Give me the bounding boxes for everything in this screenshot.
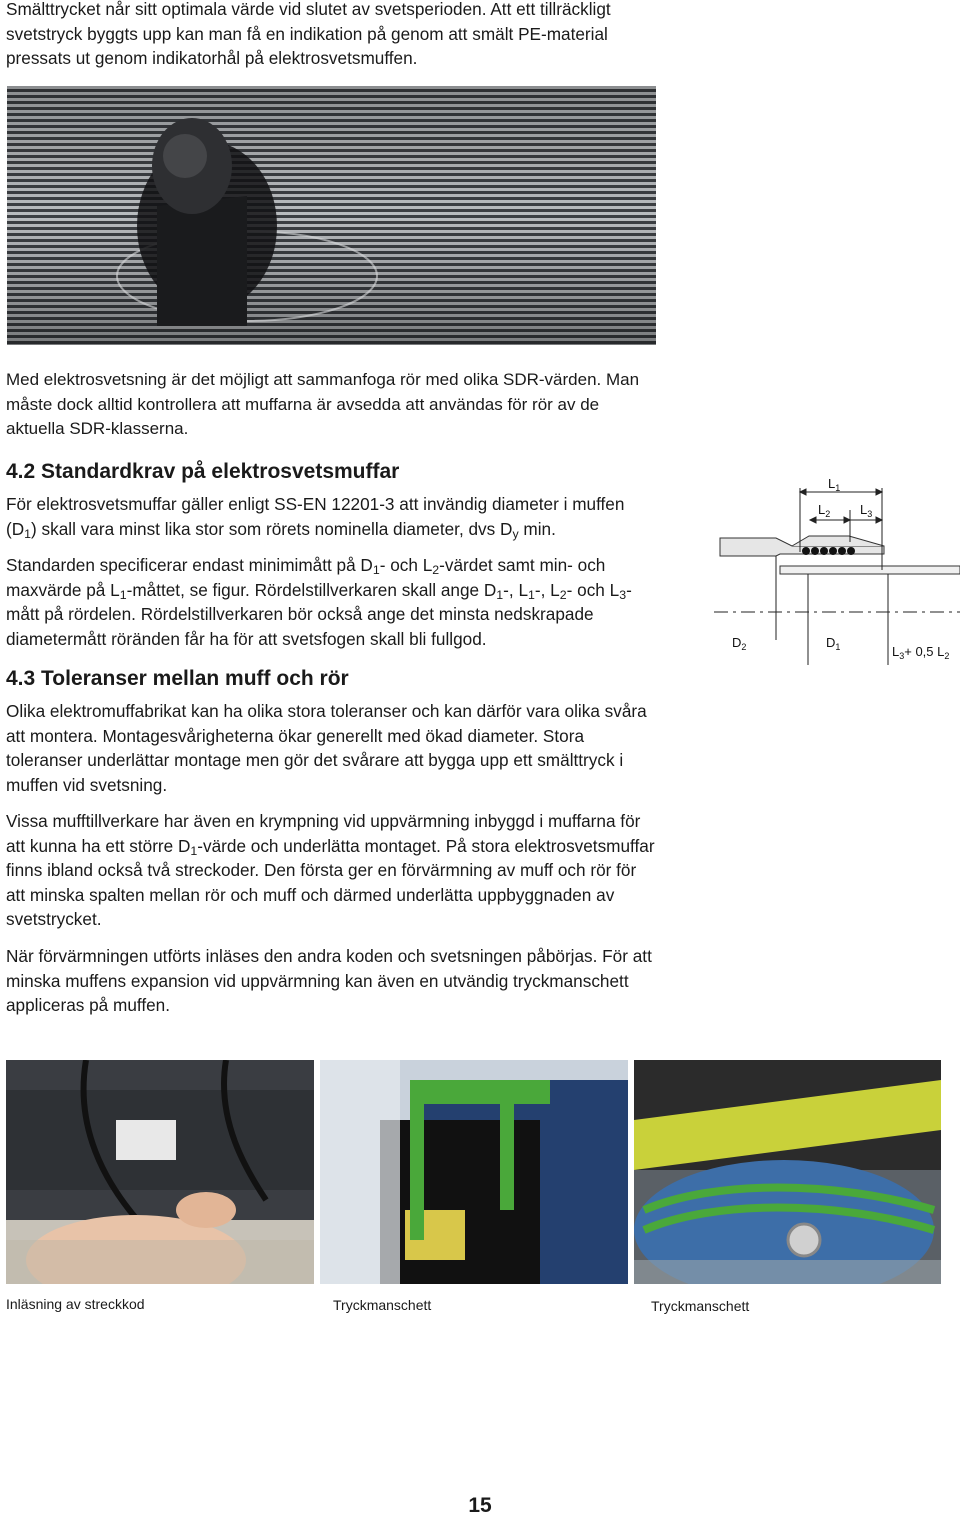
section-4-3-paragraph-3: När förvärmningen utförts inläses den andra koden och svetsningen påbörjas. För att minska muffens expansion vid uppvärmning kan även en utvändig tryckmanschett appliceras på muffen. [6, 946, 652, 1015]
section-4-2-paragraph-1: För elektrosvetsmuffar gäller enligt SS-EN 12201-3 att invändig diameter i muffen $(D_1)$ skall vara minst lika stor som rörets nominella diameter, dvs $D_y$ min. [6, 494, 625, 541]
pressure-sleeve-illustration-2 [634, 1060, 941, 1284]
melt-indicator-illustration [7, 86, 656, 345]
caption-pressure-sleeve-1: Tryckmanschett [333, 1297, 432, 1313]
label-D1: $D_1$ [826, 635, 841, 652]
melt-indicator-photo [7, 86, 656, 345]
label-L1: $L_1$ [828, 476, 841, 493]
coupling-dimension-figure [714, 470, 960, 675]
label-L3: $L_3$ [860, 502, 873, 519]
pressure-sleeve-photo-1 [320, 1060, 628, 1284]
label-D2: $D_2$ [732, 635, 747, 652]
section-4-3-paragraph-2: Vissa mufftillverkare har även en krympning vid uppvärmning inbyggd i muffarna för att kunna ha ett större $D_1$-värde och underlätta montaget. På stora elektrosvetsmuffar finns ibland också två streckoder. Den första ger en förvärmning av muff och rör för att minska spalten mellan rör och muff och därmed underlätta uppbyggnaden av svetstrycket. [6, 811, 655, 929]
label-L2: $L_2$ [818, 502, 831, 519]
page-number: 15 [468, 1494, 492, 1517]
section-4-2-heading: 4.2 Standardkrav på elektrosvetsmuffar [6, 460, 400, 483]
section-4-3-paragraph-1: Olika elektromuffabrikat kan ha olika stora toleranser och kan därför vara olika svåra att montera. Montagesvårigheterna ökar generellt med ökad diameter. Stora toleranser underlättar montage men gör det svårare att bygga upp ett smälttryck i muffen vid svetsning. [6, 701, 647, 795]
caption-barcode-reading: Inläsning av streckkod [6, 1296, 145, 1312]
barcode-reading-illustration [6, 1060, 314, 1284]
pressure-sleeve-illustration-1 [320, 1060, 628, 1284]
barcode-reading-photo [6, 1060, 314, 1284]
label-formula: $L_3+ 0,5$ $L_2$ [892, 644, 950, 661]
caption-pressure-sleeve-2: Tryckmanschett [651, 1298, 750, 1314]
intro-paragraph: Smälttrycket når sitt optimala värde vid slutet av svetsperioden. Att ett tillräckligt svetstryck byggts upp kan man få en indikation på genom att smält PE-material pressats ut genom indikatorhål på elektrosvetsmuffen. [6, 0, 611, 69]
pressure-sleeve-photo-2 [634, 1060, 941, 1284]
sdr-paragraph: Med elektrosvetsning är det möjligt att sammanfoga rör med olika SDR-värden. Man måste dock alltid kontrollera att muffarna är avsedda att användas för rör av de aktuella SDR-klasserna. [6, 370, 640, 439]
section-4-2-paragraph-2: Standarden specificerar endast minimimått på $D_1-$ och $L_2$-värdet samt min- och maxvärde på $L_1$-måttet, se figur. Rördelstillverkaren skall ange $D_1-$, $L_1-$, $L_2-$ och $L_3$-mått på rördelen. Rördelstillverkaren bör också ange det minsta nedskrapade diametermått röränden får ha för att svetsfogen skall bli fullgod. [6, 555, 632, 649]
section-4-3-heading: 4.3 Toleranser mellan muff och rör [6, 667, 349, 690]
